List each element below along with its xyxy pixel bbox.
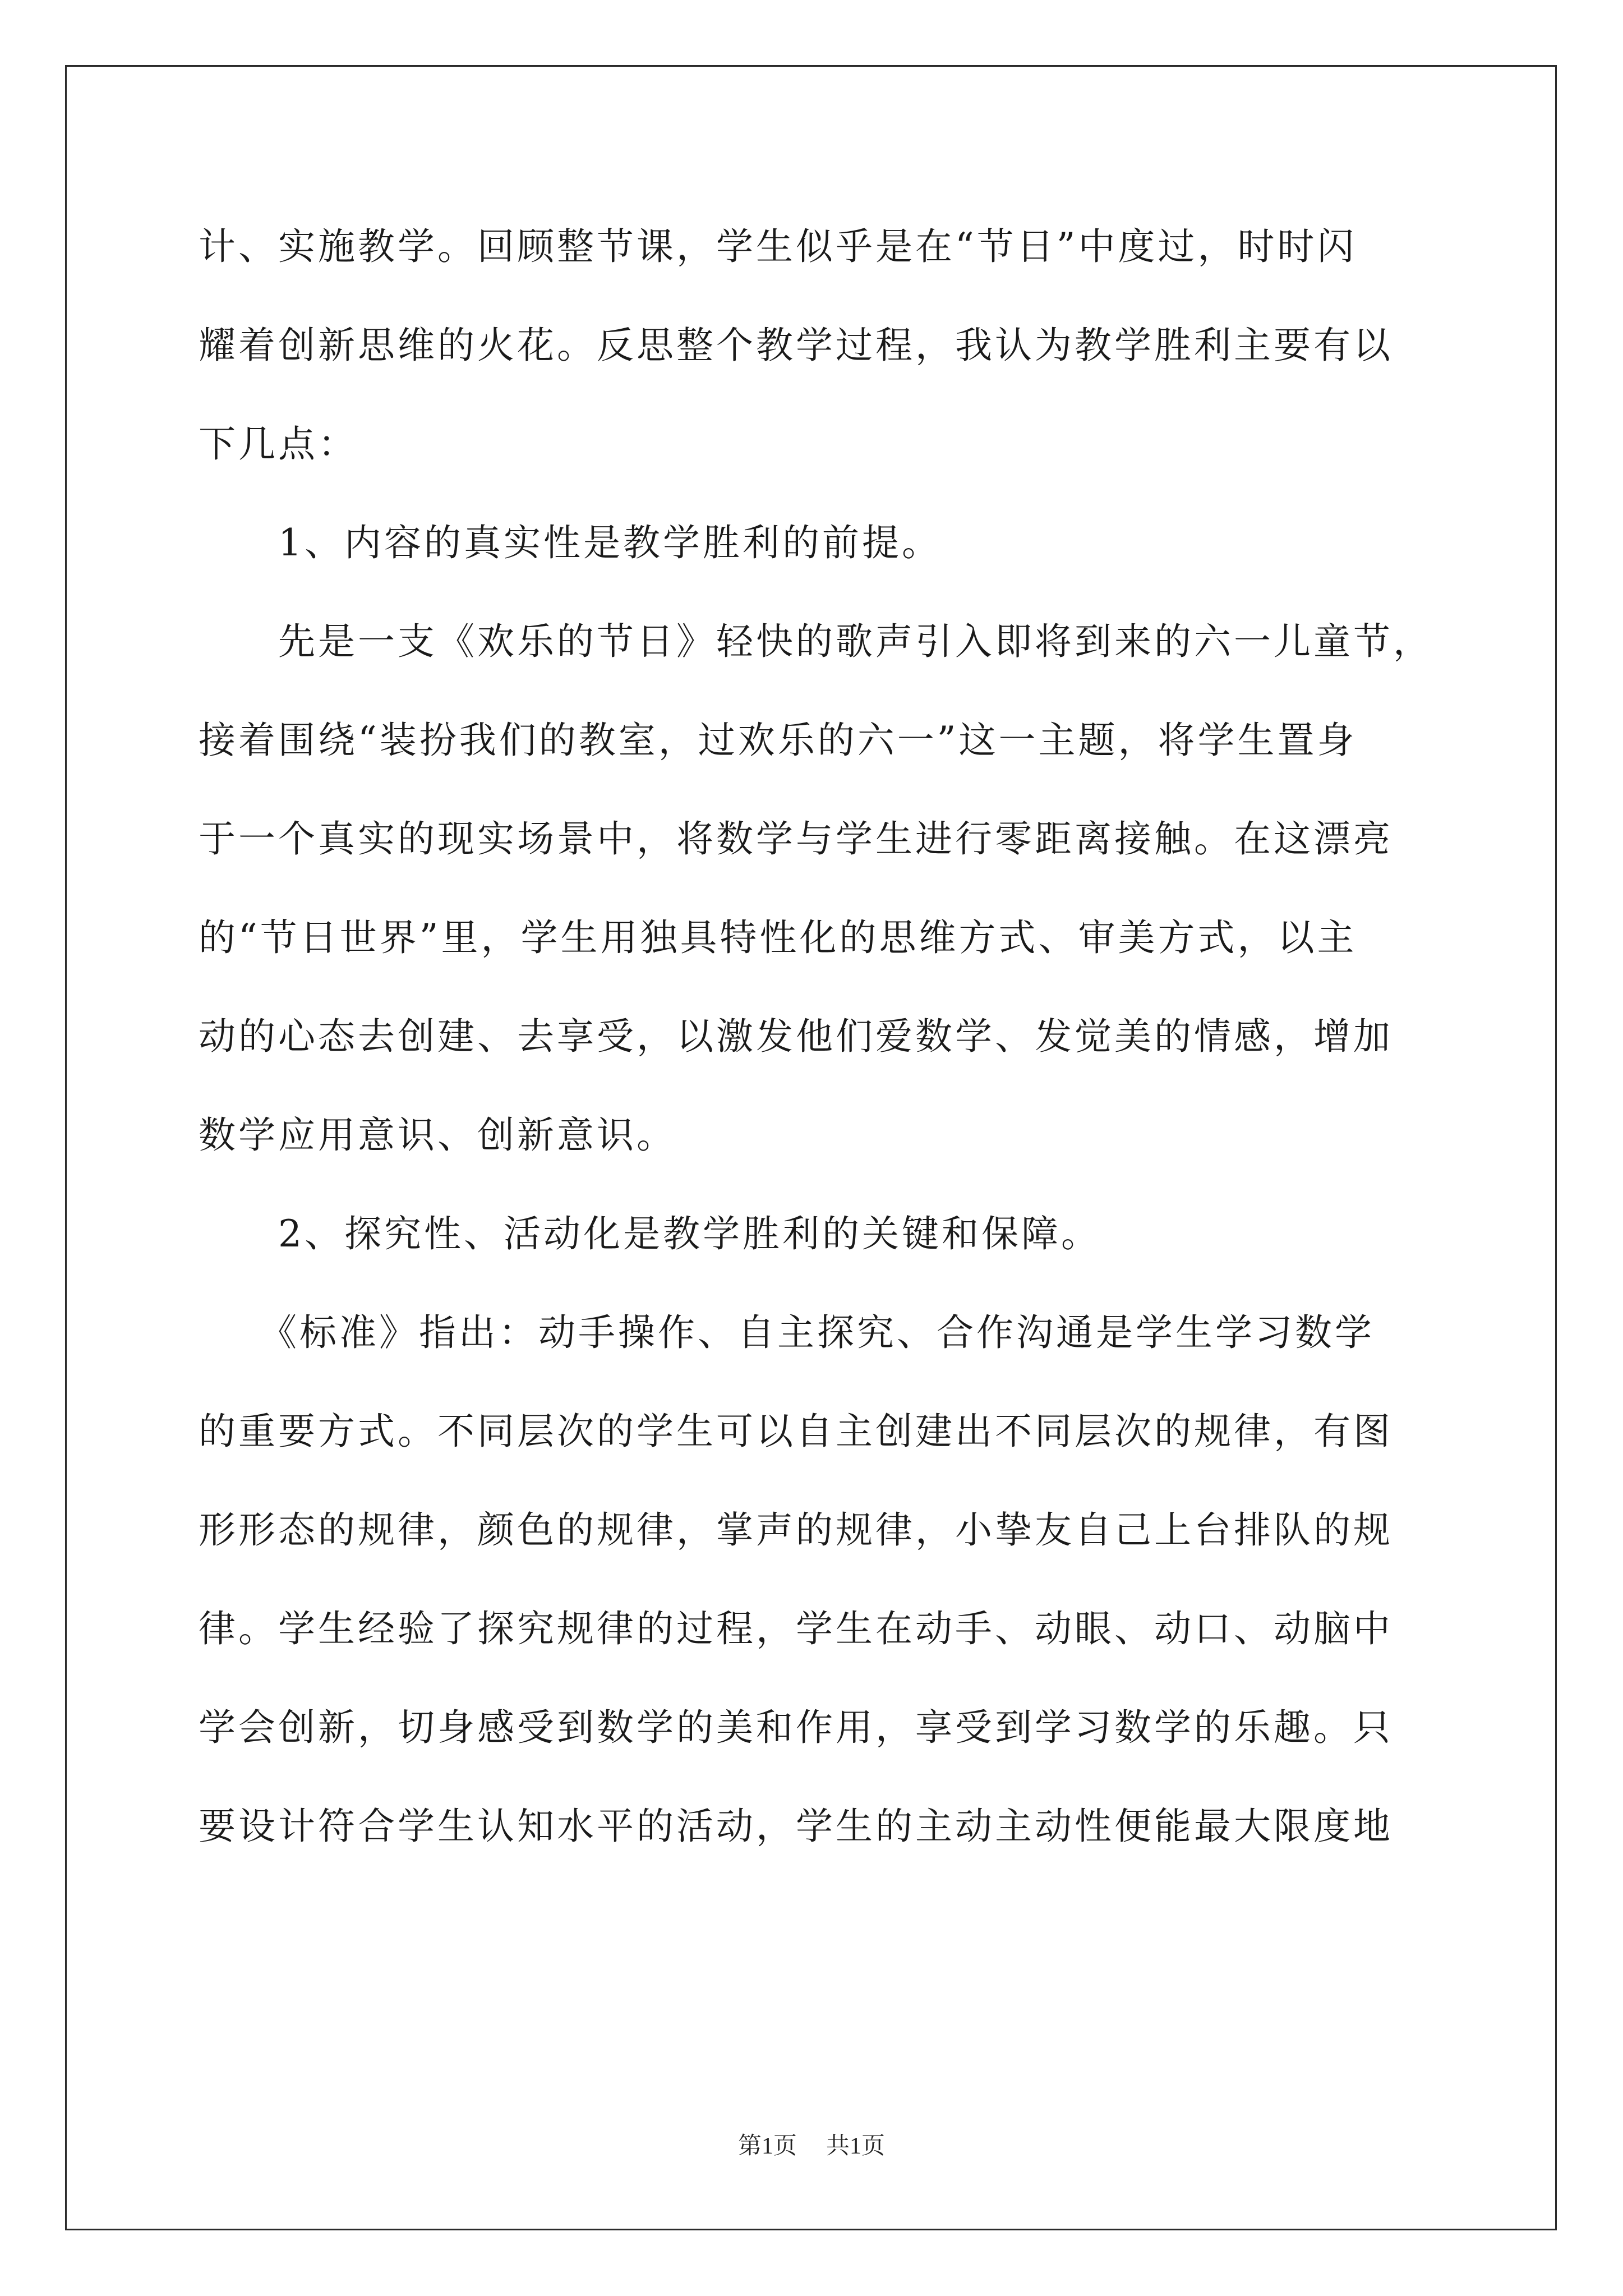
body-line: 于一个真实的现实场景中，将数学与学生进行零距离接触。在这漂亮 [199, 817, 1393, 861]
body-line: 要设计符合学生认知水平的活动，学生的主动主动性便能最大限度地 [199, 1805, 1393, 1848]
body-line: 的“节日世界”里，学生用独具特性化的思维方式、审美方式，以主 [199, 916, 1357, 959]
section-heading-1: 1、内容的真实性是教学胜利的前提。 [199, 521, 942, 564]
body-line: 的重要方式。不同层次的学生可以自主创建出不同层次的规律，有图 [199, 1410, 1393, 1453]
page-total: 共1页 [826, 2133, 886, 2159]
body-line: 动的心态去创建、去享受，以激发他们爱数学、发觉美的情感，增加 [199, 1015, 1393, 1058]
body-line: 计、实施教学。回顾整节课，学生似乎是在“节日”中度过，时时闪 [199, 225, 1357, 268]
body-line: 先是一支《欢乐的节日》轻快的歌声引入即将到来的六一儿童节， [199, 620, 1433, 663]
section-heading-2: 2、探究性、活动化是教学胜利的关键和保障。 [199, 1212, 1101, 1255]
page-footer [0, 2127, 1623, 2161]
page-number: 第1页 [737, 2133, 797, 2159]
body-line: 耀着创新思维的火花。反思整个教学过程，我认为教学胜利主要有以 [199, 324, 1393, 367]
body-line: 学会创新，切身感受到数学的美和作用，享受到学习数学的乐趣。只 [199, 1706, 1393, 1749]
body-line: 形形态的规律，颜色的规律，掌声的规律，小挚友自己上台排队的规 [199, 1508, 1393, 1552]
document-body [199, 216, 1432, 1894]
body-line: 律。学生经验了探究规律的过程，学生在动手、动眼、动口、动脑中 [199, 1607, 1393, 1650]
body-line: 数学应用意识、创新意识。 [199, 1114, 676, 1157]
body-line: 下几点： [199, 422, 358, 466]
body-line: 《标准》指出：动手操作、自主探究、合作沟通是学生学习数学 [199, 1311, 1375, 1354]
body-line: 接着围绕“装扮我们的教室，过欢乐的六一”这一主题，将学生置身 [199, 719, 1357, 762]
